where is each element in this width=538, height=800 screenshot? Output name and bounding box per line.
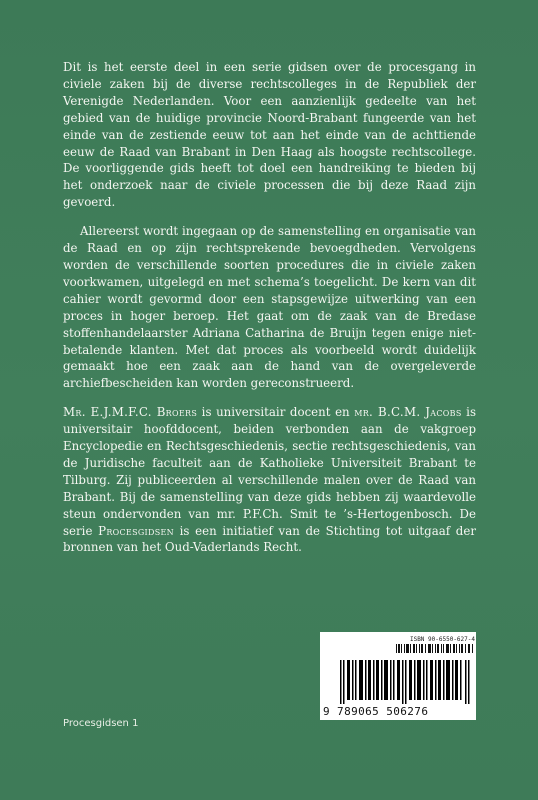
author-name-2: mr. B.C.M. Jacobs [354,405,462,420]
isbn-number: ISBN 90-6550-627-4 [409,636,475,643]
author-name-1: Mr. E.J.M.F.C. Broers [63,405,198,420]
authors-text-1: is universitair docent en [197,405,355,420]
authors-text-3: is een initiatief van de Stichting tot uitgaaf der bronnen van het Oud-Vaderlands Recht. [63,523,476,555]
intro-paragraph: Dit is het eerste deel in een serie gidsen over de procesgang in civiele zaken bij de diverse rechtscolleges in de Republiek der Verenigde Nederlanden. Voor een aanzienlijk gedeelte van het gebied van de huidige provincie Noord-Brabant fungeerde van het einde van de zestiende eeuw tot aan het einde van de achttiende eeuw de Raad van Brabant in Den Haag als hoogste rechtscollege. De voorliggende gids heeft tot doel een handreiking te bieden bij het onderzoek naar de civiele processen die bij deze Raad zijn gevoerd. [63,60,476,210]
ean-barcode [340,660,470,704]
blurb-text [63,59,476,568]
barcode-digits: 9 789065 506276 [323,705,429,718]
authors-text-2: is universitair hoofddocent, beiden verbonden aan de vakgroep Encyclopedie en Rechtsgeschiedenis, sectie rechtsgeschiedenis, van de Juridische faculteit aan de Katholieke Universiteit Brabant te Tilburg. Zij publiceerden al verschillende malen over de Raad van Brabant. Bij de samenstelling van deze gids hebben zij waardevolle steun ondervonden van mr. P.F.Ch. Smit te ’s-Hertogenbosch. De serie [63,405,477,538]
series-name: Procesgidsen [98,523,174,538]
isbn-small-barcode [395,644,475,653]
series-label: Procesgidsen 1 [63,718,139,729]
contents-paragraph: Allereerst wordt ingegaan op de samenstelling en organisatie van de Raad en op zijn rechtsprekende bevoegdheden. Vervolgens worden de verschillende soorten procedures die in civiele zaken voorkwamen, uitgelegd en met schema’s toegelicht. De kern van dit cahier wordt gevormd door een stapsgewijze uitwerking van een proces in hoger beroep. Het gaat om de zaak van de Bredase stoffenhandelaarster Adriana Catharina de Bruijn tegen enige niet-betalende klanten. Met dat proces als voorbeeld wordt duidelijk gemaakt hoe een zaak aan de hand van de overgeleverde archiefbescheiden kan worden gereconstrueerd. [63,224,476,391]
authors-paragraph [63,404,476,556]
